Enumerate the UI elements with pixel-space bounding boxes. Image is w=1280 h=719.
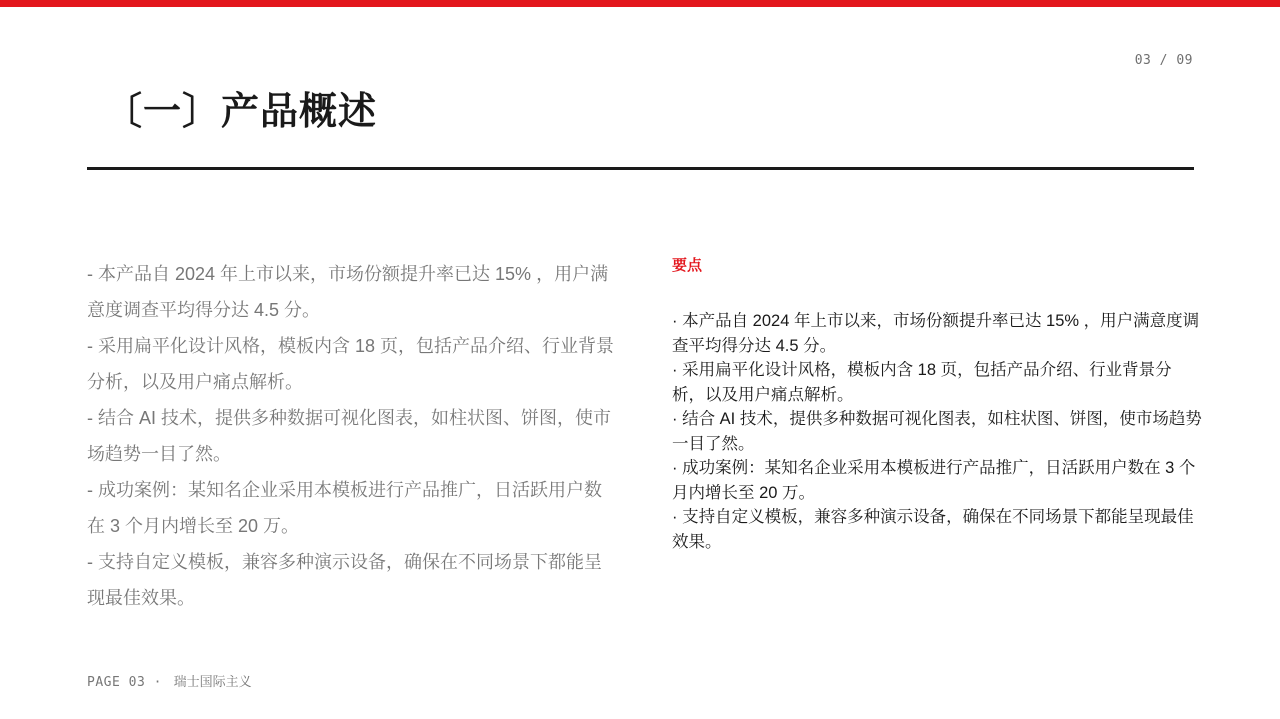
keypoints-heading: 要点	[672, 257, 703, 274]
footer-brand: 瑞士国际主义	[173, 674, 252, 689]
page-counter: 03 / 09	[1134, 53, 1193, 68]
keypoint-item: · 支持自定义模板，兼容多种演示设备，确保在不同场景下都能呈现最佳效果。	[672, 508, 1194, 551]
footer-page-label: PAGE 03 ·	[87, 675, 162, 690]
body-list-item: - 成功案例：某知名企业采用本模板进行产品推广，日活跃用户数在 3 个月内增长至 20 万。	[87, 480, 602, 536]
top-accent-bar	[0, 0, 1280, 7]
body-list-item: - 结合 AI 技术，提供多种数据可视化图表，如柱状图、饼图，使市场趋势一目了然。	[87, 408, 612, 464]
title-divider	[87, 167, 1194, 170]
keypoint-item: · 成功案例：某知名企业采用本模板进行产品推广，日活跃用户数在 3 个月内增长至 20 万。	[672, 459, 1196, 502]
keypoint-item: · 本产品自 2024 年上市以来，市场份额提升率已达 15% ，用户满意度调查平均得分达 4.5 分。	[672, 312, 1200, 355]
body-list	[87, 256, 617, 616]
body-list-item: - 采用扁平化设计风格，模板内含 18 页，包括产品介绍、行业背景分析，以及用户痛点解析。	[87, 336, 615, 392]
body-list-item: - 本产品自 2024 年上市以来，市场份额提升率已达 15% ，用户满意度调查平均得分达 4.5 分。	[87, 264, 609, 320]
keypoints-list	[672, 309, 1202, 554]
keypoint-item: · 采用扁平化设计风格，模板内含 18 页，包括产品介绍、行业背景分析，以及用户痛点解析。	[672, 361, 1172, 404]
keypoint-item: · 结合 AI 技术，提供多种数据可视化图表，如柱状图、饼图，使市场趋势一目了然。	[672, 410, 1202, 453]
page-title: 〔一〕产品概述	[104, 91, 378, 133]
footer	[87, 671, 252, 690]
body-list-item: - 支持自定义模板，兼容多种演示设备，确保在不同场景下都能呈现最佳效果。	[87, 552, 602, 608]
keypoints-panel	[672, 254, 1202, 554]
